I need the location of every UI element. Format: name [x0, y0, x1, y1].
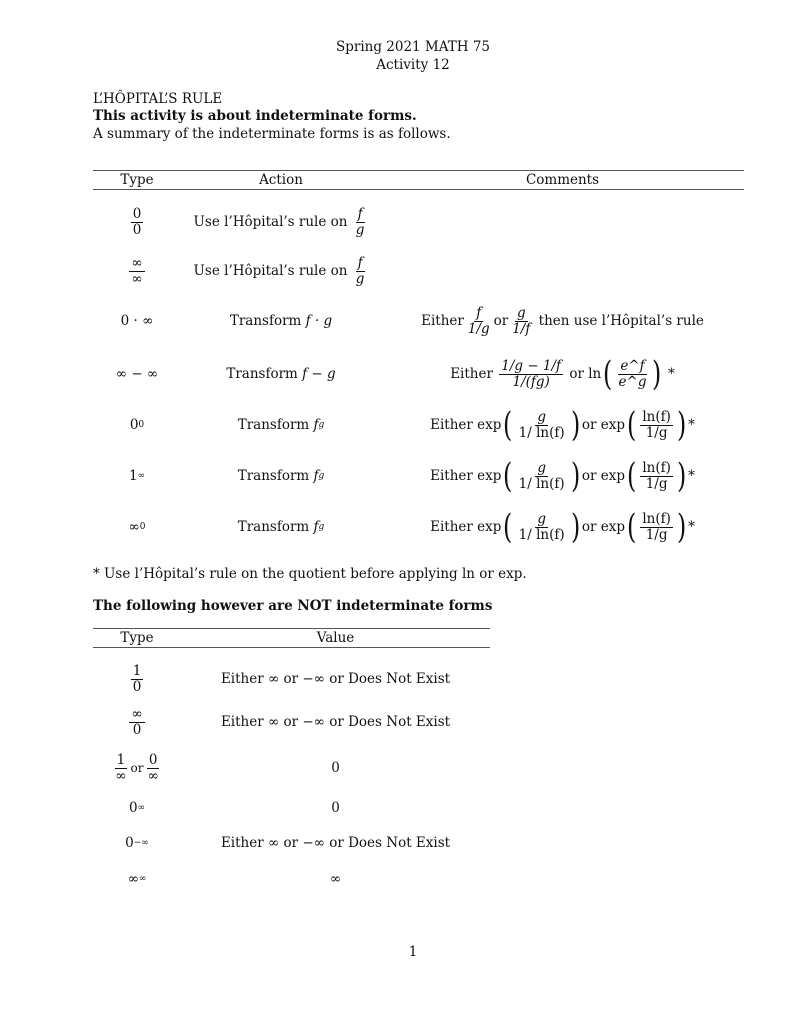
table2-row6-type: ∞ ∞	[127, 871, 147, 887]
table1-row3-type: 0 · ∞	[120, 313, 154, 329]
table1-row7-type: ∞ 0	[128, 519, 146, 535]
table1-row2-action: Use l’Hôpital’s rule on $\frac{f}{g}$	[193, 255, 365, 287]
table1-header-comments: Comments	[525, 171, 600, 188]
table1-row3-comment: Either $\frac{f}{1/g}$ or $\frac{g}{1/f}$ then use l’Hôpital’s rule	[421, 305, 704, 337]
table1-row4-comment: Either $\frac{1/g - 1/f}{1/(fg)}$ or ln ( $\frac{e\^{}f}{e\^{}g}$ ) *	[450, 354, 675, 394]
table1-header-type: Type	[120, 171, 154, 188]
table2-row4-value: 0	[331, 800, 340, 816]
table2-header-type: Type	[120, 629, 154, 646]
table1-row4-type: ∞ − ∞	[115, 366, 159, 382]
section2-title: The following however are NOT indeterminate forms	[93, 598, 493, 614]
table2-row5-type: 0 −∞	[125, 835, 149, 851]
table1-row2-type: $\frac{\infty}{\infty}$	[131, 255, 143, 287]
table1-row6-action: Transform f g	[237, 468, 325, 484]
table2-row3-type: $\frac{1}{\infty}$ or $\frac{0}{\infty}$	[115, 752, 159, 784]
table2-row6-value: ∞	[329, 871, 342, 887]
table1-row4-action: Transform f − g	[226, 366, 336, 382]
page-number: 1	[408, 944, 418, 960]
table2-row4-type: 0 ∞	[128, 800, 146, 816]
footnote: * Use l’Hôpital’s rule on the quotient before applying ln or exp.	[93, 566, 527, 582]
table1-row1-type: $\frac{0}{0}$	[132, 206, 142, 238]
table1-row5-type: 0 0	[129, 417, 145, 433]
table2-row1-type: $\frac{1}{0}$	[132, 663, 142, 695]
table1-row3-action: Transform f · g	[229, 313, 333, 329]
section-heading: L’HÔPITAL’S RULE	[93, 91, 223, 107]
intro-summary: A summary of the indeterminate forms is as follows.	[93, 126, 451, 142]
activity-title: Activity 12	[376, 57, 450, 73]
table1-row7-action: Transform f g	[237, 519, 325, 535]
course-title: Spring 2021 MATH 75	[335, 39, 491, 55]
table2-row2-type: $\frac{\infty}{0}$	[131, 706, 143, 738]
table2-row1-value: Either ∞ or −∞ or Does Not Exist	[220, 671, 451, 687]
table1-row6-comment: Either exp ( $\frac{g}{1/ \ln(f)}$ ) or exp ( $\frac{\ln(f)}{1/g}$ ) *	[430, 456, 695, 496]
table1-row1-action: Use l’Hôpital’s rule on $\frac{f}{g}$	[193, 206, 365, 238]
table1-header-rule	[93, 189, 744, 190]
table2-header-rule	[93, 647, 490, 648]
table1-row7-comment: Either exp ( $\frac{g}{1/ \ln(f)}$ ) or exp ( $\frac{\ln(f)}{1/g}$ ) *	[430, 507, 695, 547]
intro-bold-line: This activity is about indeterminate forms.	[93, 108, 417, 124]
table2-row5-value: Either ∞ or −∞ or Does Not Exist	[220, 835, 451, 851]
table1-row6-type: 1 ∞	[128, 468, 146, 484]
table2-row2-value: Either ∞ or −∞ or Does Not Exist	[220, 714, 451, 730]
table2-row3-value: 0	[331, 760, 340, 776]
table1-row5-action: Transform f g	[237, 417, 325, 433]
table2-header-value: Value	[316, 629, 355, 646]
table1-header-action: Action	[259, 171, 303, 188]
table1-row5-comment: Either exp ( $\frac{g}{1/ \ln(f)}$ ) or exp ( $\frac{\ln(f)}{1/g}$ ) *	[430, 405, 695, 445]
